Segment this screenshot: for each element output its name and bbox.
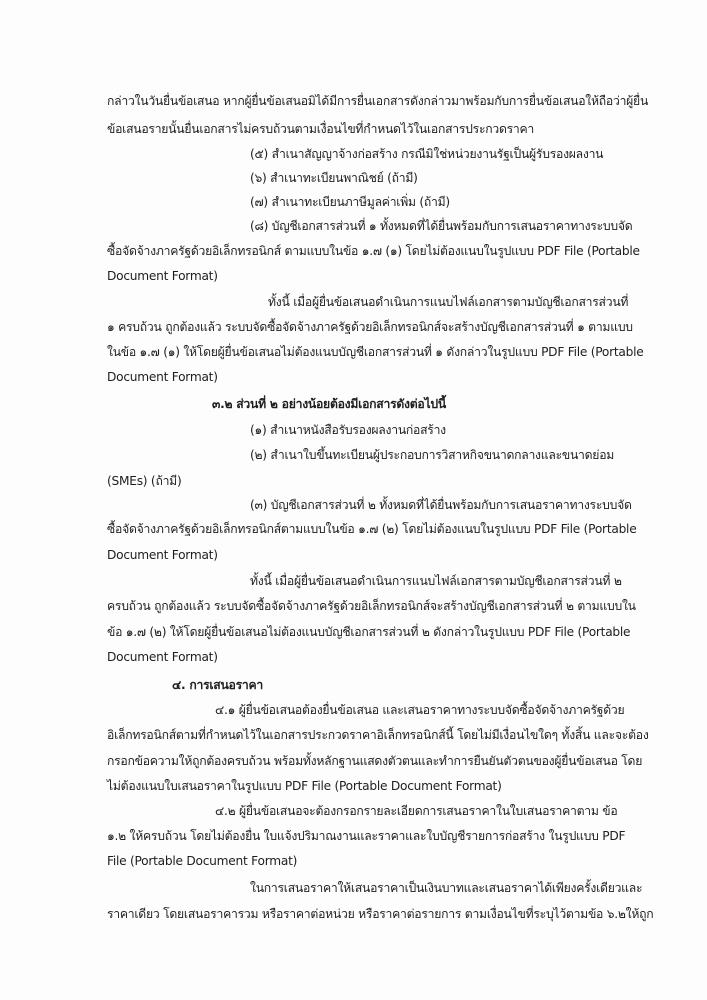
paragraph-line: ไม่ต้องแนบใบเสนอราคาในรูปแบบ PDF File (Portable Document Format) — [107, 779, 502, 793]
paragraph-line: File (Portable Document Format) — [107, 854, 298, 868]
list-item: (๕) สำเนาสัญญาจ้างก่อสร้าง กรณีมิใช่หน่วยงานรัฐเป็นผู้รับรองผลงาน — [250, 147, 604, 161]
list-item: (๑) สำเนาหนังสือรับรองผลงานก่อสร้าง — [250, 423, 446, 437]
list-item: (๓) บัญชีเอกสารส่วนที่ ๒ ทั้งหมดที่ได้ยื่นพร้อมกับการเสนอราคาทางระบบจัด — [250, 498, 632, 512]
paragraph-line: ซื้อจัดจ้างภาครัฐด้วยอิเล็กทรอนิกส์ตามแบบในข้อ ๑.๗ (๒) โดยไม่ต้องแนบในรูปแบบ PDF File (Portable — [107, 522, 637, 536]
paragraph-line: ในข้อ ๑.๗ (๑) ให้โดยผู้ยื่นข้อเสนอไม่ต้องแนบบัญชีเอกสารส่วนที่ ๑ ดังกล่าวในรูปแบบ PDF File (Portable — [107, 345, 644, 359]
paragraph-line: ทั้งนี้ เมื่อผู้ยื่นข้อเสนอดำเนินการแนบไฟล์เอกสารตามบัญชีเอกสารส่วนที่ ๒ — [250, 574, 622, 588]
paragraph-line: ข้อเสนอรายนั้นยื่นเอกสารไม่ครบถ้วนตามเงื่อนไขที่กำหนดไว้ในเอกสารประกวดราคา — [107, 122, 535, 136]
paragraph-line: กล่าวในวันยื่นข้อเสนอ หากผู้ยื่นข้อเสนอมิได้มีการยื่นเอกสารดังกล่าวมาพร้อมกับการยื่นข้อเสนอให้ถือว่าผู้ยื่น — [107, 94, 649, 108]
paragraph-line: ๔.๒ ผู้ยื่นข้อเสนอจะต้องกรอกรายละเอียดการเสนอราคาในใบเสนอราคาตาม ข้อ — [215, 804, 618, 818]
paragraph-line: ในการเสนอราคาให้เสนอราคาเป็นเงินบาทและเสนอราคาได้เพียงครั้งเดียวและ — [250, 881, 643, 895]
section-heading: ๔. การเสนอราคา — [172, 678, 264, 692]
paragraph-line: ครบถ้วน ถูกต้องแล้ว ระบบจัดซื้อจัดจ้างภาครัฐด้วยอิเล็กทรอนิกส์จะสร้างบัญชีเอกสารส่วนที่ ๒ ตามแบบใน — [107, 599, 636, 613]
paragraph-line: (SMEs) (ถ้ามี) — [107, 474, 182, 488]
list-item: (๗) สำเนาทะเบียนภาษีมูลค่าเพิ่ม (ถ้ามี) — [250, 195, 450, 209]
paragraph-line: ข้อ ๑.๗ (๒) ให้โดยผู้ยื่นข้อเสนอไม่ต้องแนบบัญชีเอกสารส่วนที่ ๒ ดังกล่าวในรูปแบบ PDF File (Portable — [107, 625, 631, 639]
paragraph-line: Document Format) — [107, 269, 218, 283]
paragraph-line: Document Format) — [107, 548, 218, 562]
paragraph-line: ๑ ครบถ้วน ถูกต้องแล้ว ระบบจัดซื้อจัดจ้างภาครัฐด้วยอิเล็กทรอนิกส์จะสร้างบัญชีเอกสารส่วนที่ ๑ ตามแบบ — [107, 320, 633, 334]
list-item: (๖) สำเนาทะเบียนพาณิชย์ (ถ้ามี) — [250, 171, 418, 185]
paragraph-line: ราคาเดียว โดยเสนอราคารวม หรือราคาต่อหน่วย หรือราคาต่อรายการ ตามเงื่อนไขที่ระบุไว้ตามข้อ ๖.๒ให้ถูก — [107, 907, 654, 921]
paragraph-line: ซื้อจัดจ้างภาครัฐด้วยอิเล็กทรอนิกส์ ตามแบบในข้อ ๑.๗ (๑) โดยไม่ต้องแนบในรูปแบบ PDF File (Portable — [107, 244, 640, 258]
paragraph-line: ทั้งนี้ เมื่อผู้ยื่นข้อเสนอดำเนินการแนบไฟล์เอกสารตามบัญชีเอกสารส่วนที่ — [268, 295, 629, 309]
paragraph-line: อิเล็กทรอนิกส์ตามที่กำหนดไว้ในเอกสารประกวดราคาอิเล็กทรอนิกส์นี้ โดยไม่มีเงื่อนไขใดๆ ทั้งสิ้น และจะต้อง — [107, 728, 649, 742]
paragraph-line: Document Format) — [107, 650, 218, 664]
paragraph-line: Document Format) — [107, 370, 218, 384]
list-item: (๒) สำเนาใบขึ้นทะเบียนผู้ประกอบการวิสาหกิจขนาดกลางและขนาดย่อม — [250, 448, 615, 462]
section-heading: ๓.๒ ส่วนที่ ๒ อย่างน้อยต้องมีเอกสารดังต่อไปนี้ — [212, 397, 446, 411]
list-item: (๘) บัญชีเอกสารส่วนที่ ๑ ทั้งหมดที่ได้ยื่นพร้อมกับการเสนอราคาทางระบบจัด — [250, 219, 633, 233]
paragraph-line: ๔.๑ ผู้ยื่นข้อเสนอต้องยื่นข้อเสนอ และเสนอราคาทางระบบจัดซื้อจัดจ้างภาครัฐด้วย — [215, 703, 625, 717]
paragraph-line: กรอกข้อความให้ถูกต้องครบถ้วน พร้อมทั้งหลักฐานแสดงตัวตนและทำการยืนยันตัวตนของผู้ยื่นข้อเสนอ โดย — [107, 754, 643, 768]
paragraph-line: ๑.๒ ให้ครบถ้วน โดยไม่ต้องยื่น ใบแจ้งปริมาณงานและราคาและใบบัญชีรายการก่อสร้าง ในรูปแบบ PDF — [107, 829, 626, 843]
